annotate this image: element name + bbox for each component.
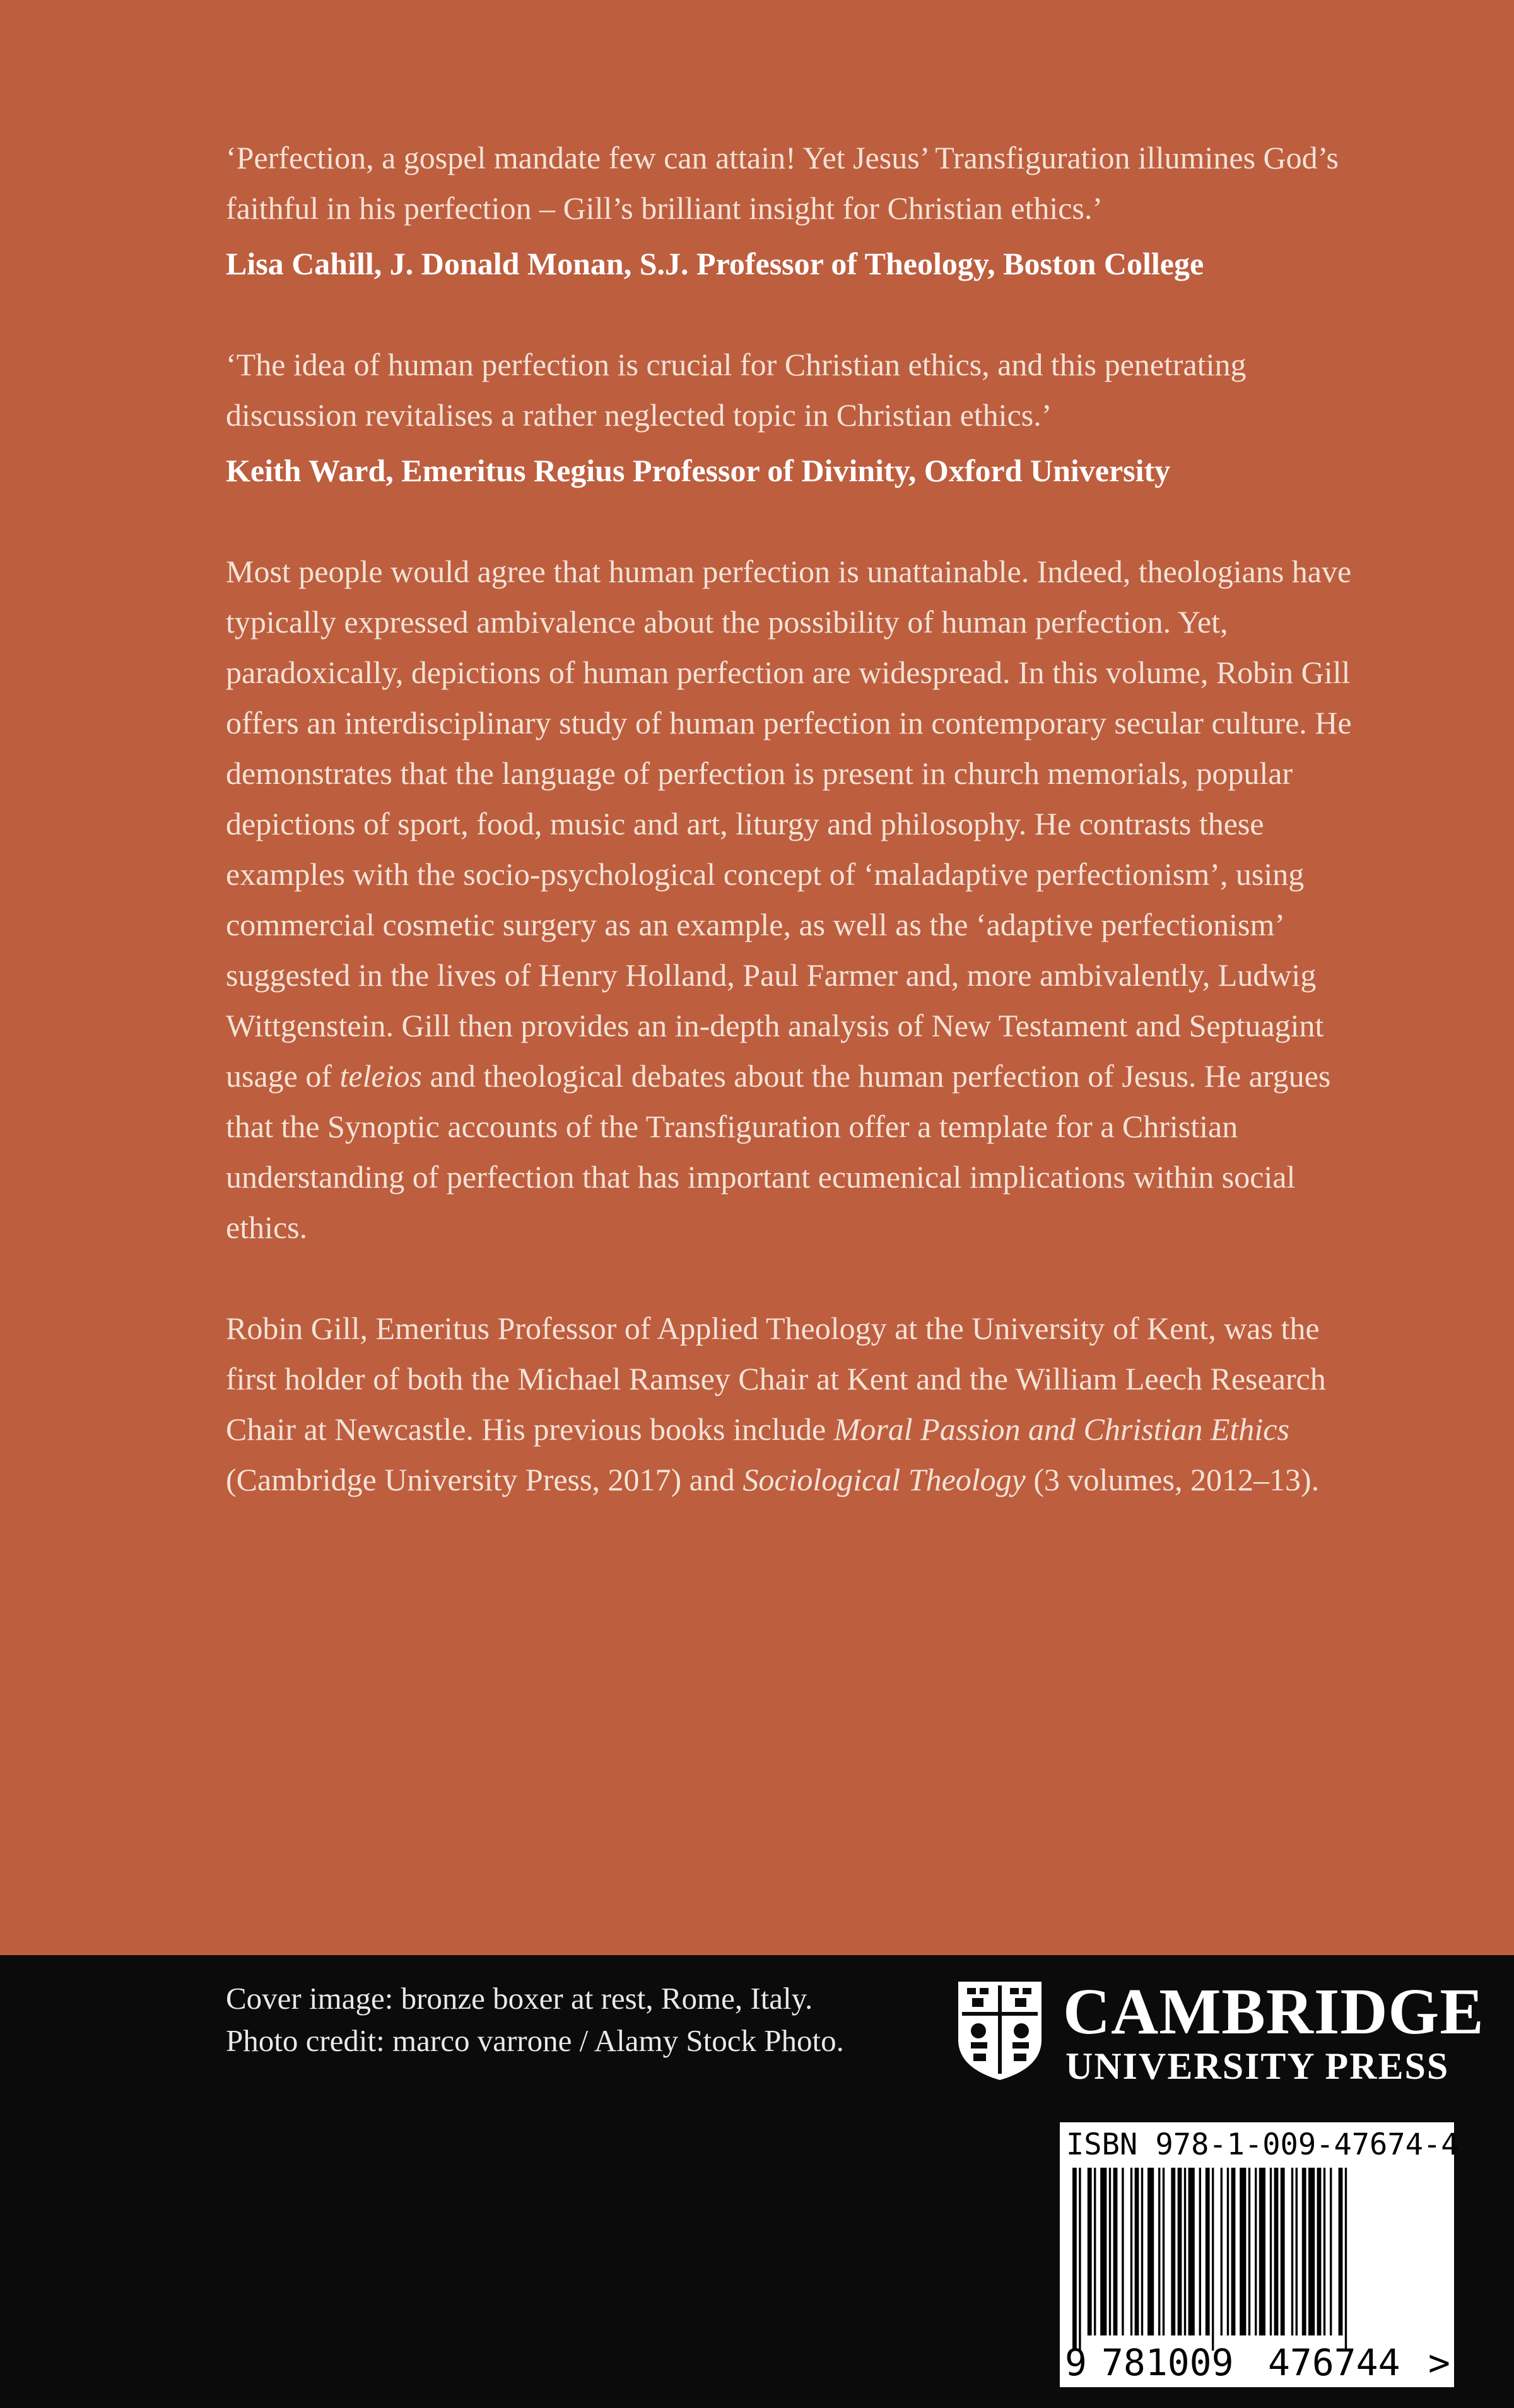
description-paragraph: [226, 546, 1374, 1253]
bio-text: Robin Gill, Emeritus Professor of Applied Theology at the University of Kent, was the first holder of both the Michael Ramsey Chair at Kent and the William Leech Research Chair at Newcastle. His previous books include: [226, 1311, 1326, 1447]
quote-attribution: Lisa Cahill, J. Donald Monan, S.J. Professor of Theology, Boston College: [226, 246, 1204, 281]
barcode-digit-end: >: [1428, 2341, 1450, 2384]
cover-image-credit: Cover image: bronze boxer at rest, Rome, Italy. Photo credit: marco varrone / Alamy Stock Photo.: [226, 1981, 844, 2058]
endorsement-quote: [226, 132, 1374, 289]
cambridge-shield-icon: [956, 1979, 1044, 2081]
book-description: [226, 546, 1374, 1505]
quote-text: ‘The idea of human perfection is crucial for Christian ethics, and this penetrating discussion revitalises a rather neglected topic in Christian ethics.’: [226, 347, 1247, 433]
barcode-digit-lead: 9: [1065, 2341, 1087, 2384]
bio-text: (Cambridge University Press, 2017) and: [226, 1462, 743, 1497]
bio-book-title: Sociological Theology: [742, 1462, 1026, 1497]
endorsement-quote: [226, 339, 1374, 496]
barcode-digit-group: 476744: [1268, 2341, 1400, 2384]
publisher-subname: UNIVERSITY PRESS: [1065, 2045, 1450, 2087]
cover-text-content: [226, 132, 1374, 1555]
description-italic-term: teleios: [339, 1058, 423, 1094]
publisher-name: CAMBRIDGE: [1063, 1975, 1484, 2048]
bio-book-title: Moral Passion and Christian Ethics: [833, 1411, 1289, 1447]
bio-text: (3 volumes, 2012–13).: [1025, 1462, 1320, 1497]
isbn-text: ISBN 978-1-009-47674-4: [1066, 2127, 1459, 2162]
quote-text: ‘Perfection, a gospel mandate few can attain! Yet Jesus’ Transfiguration illumines God’s faithful in his perfection – Gill’s brilliant insight for Christian ethics.’: [226, 140, 1339, 226]
barcode-icon: [1067, 2168, 1446, 2351]
description-text: Most people would agree that human perfection is unattainable. Indeed, theologians have typically expressed ambivalence about the possibility of human perfection. Yet, paradoxically, depictions of human perfection are widespread. In this volume, Robin Gill offers an interdisciplinary study of human perfection in contemporary secular culture. He demonstrates that the language of perfection is present in church memorials, popular depictions of sport, food, music and art, liturgy and philosophy. He contrasts these examples with the socio-psychological concept of ‘maladaptive perfectionism’, using commercial cosmetic surgery as an example, as well as the ‘adaptive perfectionism’ suggested in the lives of Henry Holland, Paul Farmer and, more ambivalently, Ludwig Wittgenstein. Gill then provides an in-depth analysis of New Testament and Septuagint usage of: [226, 554, 1352, 1094]
barcode-label: [1060, 2122, 1459, 2387]
barcode-digit-group: 781009: [1101, 2341, 1234, 2384]
barcode-digits: [1060, 2341, 1454, 2385]
publisher-logo: [956, 1975, 1484, 2087]
description-text: and theological debates about the human perfection of Jesus. He argues that the Synoptic accounts of the Transfiguration offer a template for a Christian understanding of perfection that has important ecumenical implications within social ethics.: [226, 1058, 1331, 1245]
quote-attribution: Keith Ward, Emeritus Regius Professor of Divinity, Oxford University: [226, 453, 1171, 488]
author-bio-paragraph: [226, 1303, 1374, 1505]
